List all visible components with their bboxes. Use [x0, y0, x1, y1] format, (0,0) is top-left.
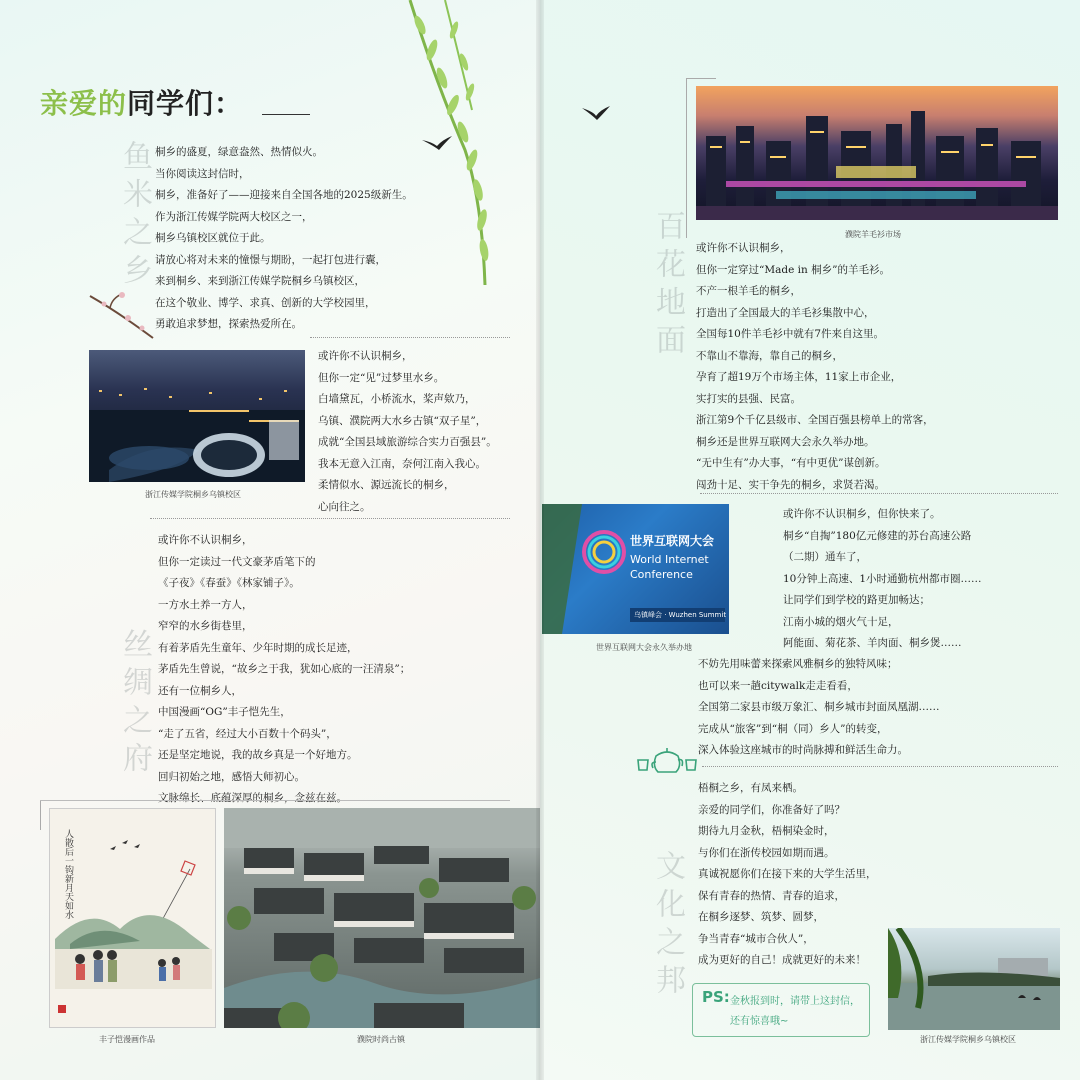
campus-night-photo [89, 350, 305, 482]
text-line: 白墙黛瓦，小桥流水，桨声欸乃， [318, 393, 476, 405]
text-line: 或许你不认识桐乡， [158, 534, 253, 546]
wic-photo [542, 504, 729, 634]
text-line: 江南小城的烟火气十足， [783, 615, 899, 628]
text-line: 10分钟上高速、1小时通勤杭州都市圈…… [783, 572, 982, 585]
text-line: 但你一定穿过“Made in 桐乡”的羊毛衫。 [696, 263, 890, 276]
text-line: 与你们在浙传校园如期而遇。 [698, 846, 835, 859]
old-town-aerial-photo [224, 808, 540, 1028]
divider [310, 337, 510, 338]
text-line: 桐乡的盛夏，绿意盎然、热情似火。 [155, 146, 323, 158]
teapot-icon [636, 744, 698, 776]
text-line: 打造出了全国最大的羊毛衫集散中心， [696, 306, 875, 319]
text-line: 争当青春“城市合伙人”， [698, 932, 814, 945]
text-line: 来到桐乡、来到浙江传媒学院桐乡乌镇校区， [155, 275, 365, 287]
wic-title-en-1: World Internet [630, 553, 709, 566]
text-line: 还有一位桐乡人， [158, 684, 242, 697]
text-line: 或许你不认识桐乡， [318, 350, 413, 362]
text-line: 实打实的县强、民富。 [696, 392, 801, 405]
text-line: 完成从“旅客”到“桐（同）乡人”的转变， [698, 722, 888, 735]
text-line: 全国第二家县市级万象汇、桐乡城市封面凤凰湖…… [698, 701, 940, 713]
lake-caption: 浙江传媒学院桐乡乌镇校区 [920, 1035, 1016, 1044]
wic-title-en-2: Conference [630, 568, 693, 581]
text-line: 桐乡乌镇校区就位于此。 [155, 232, 271, 244]
city-night-photo [696, 86, 1058, 220]
text-line: 不妨先用味蕾来探索风雅桐乡的独特风味； [698, 658, 898, 670]
text-line: 还是坚定地说，我的故乡真是一个好地方。 [158, 749, 358, 761]
divider [686, 78, 716, 79]
text-line: 全国每10件羊毛衫中就有7件来自这里。 [696, 328, 885, 340]
painting-verse: 人散后一钩新月天如水 [63, 829, 73, 919]
water-town-paragraph [318, 346, 497, 518]
text-line: 也可以来一趟citywalk走走看看， [698, 679, 858, 692]
text-line: 茅盾先生曾说，“故乡之于我，犹如心底的一汪清泉”； [158, 663, 411, 675]
calligraphy-watermark-top: 百花地面 [650, 210, 685, 362]
text-line: 桐乡“自掏”180亿元修建的苏台高速公路 [783, 529, 972, 542]
text-line: 但你一定读过一代文豪茅盾笔下的 [158, 555, 316, 568]
text-line: 保有青春的热情、青春的追求， [698, 889, 845, 902]
right-page [540, 0, 1080, 1080]
ps-note-text [730, 992, 860, 1032]
text-line: 窄窄的水乡街巷里， [158, 620, 253, 632]
text-line: 一方水土养一方人， [158, 598, 253, 611]
text-line: 或许你不认识桐乡， [696, 242, 791, 254]
ps-label: PS: [702, 988, 730, 1006]
text-line: 在这个敬业、博学、求真、创新的大学校园里， [155, 296, 376, 309]
text-line: 深入体验这座城市的时尚脉搏和鲜活生命力。 [698, 744, 908, 756]
text-line: 柔情似水、源远流长的桐乡， [318, 479, 455, 491]
text-line: 浙江第9个千亿县级市、全国百强县榜单上的常客， [696, 414, 934, 426]
old-town-caption: 濮院时尚古镇 [357, 1035, 405, 1044]
text-line: 梧桐之乡，有凤来栖。 [698, 782, 803, 794]
text-line: 《子夜》《春蚕》《林家铺子》。 [158, 577, 300, 589]
ps-line: 金秋报到时，请带上这封信， [730, 996, 860, 1007]
feng-zikai-painting [49, 808, 216, 1028]
title-underline [262, 114, 310, 115]
text-line: “无中生有”办大事，“有中更优”谋创新。 [696, 457, 886, 469]
wic-caption: 世界互联网大会永久举办地 [596, 643, 692, 652]
text-line: 不产一根羊毛的桐乡， [696, 285, 801, 297]
lake-photo [888, 928, 1060, 1030]
text-line: 心向往之。 [318, 500, 371, 513]
text-line: 勇敢追求梦想，探索热爱所在。 [155, 318, 302, 330]
text-line: 桐乡还是世界互联网大会永久举办地。 [696, 435, 875, 448]
mao-dun-paragraph [158, 530, 410, 810]
wic-subtitle: 乌镇峰会 · Wuzhen Summit [634, 611, 727, 619]
highway-paragraph [783, 504, 982, 655]
text-line: 不靠山不靠海，靠自己的桐乡， [696, 349, 843, 362]
sweater-paragraph [696, 238, 934, 496]
ps-line: 还有惊喜哦~ [730, 1016, 789, 1027]
text-line: 期待九月金秋，梧桐染金时， [698, 825, 835, 837]
painting-caption: 丰子恺漫画作品 [99, 1035, 155, 1044]
text-line: 请放心将对未来的憧憬与期盼，一起打包进行囊， [155, 253, 386, 266]
campus-photo-caption: 浙江传媒学院桐乡乌镇校区 [145, 490, 241, 499]
divider [150, 518, 510, 519]
text-line: 文脉绵长、底蕴深厚的桐乡，念兹在兹。 [158, 792, 347, 804]
text-line: 回归初始之地，感悟大师初心。 [158, 770, 305, 783]
text-line: 阿能面、菊花茶、羊肉面、桐乡煲…… [783, 637, 962, 649]
text-line: （二期）通车了， [783, 551, 867, 563]
plum-blossom-icon [88, 292, 158, 342]
divider [702, 766, 1058, 767]
divider [700, 493, 1058, 494]
calligraphy-watermark-bottom: 丝绸之府 [117, 628, 152, 780]
text-line: 我本无意入江南，奈何江南入我心。 [318, 457, 486, 470]
closing-paragraph [698, 778, 877, 972]
text-line: 有着茅盾先生童年、少年时期的成长足迹， [158, 641, 358, 654]
text-line: 桐乡，准备好了——迎接来自全国各地的2025级新生。 [155, 189, 413, 201]
title-rest: 同学们： [127, 87, 244, 120]
text-line: 但你一定“见”过梦里水乡。 [318, 371, 445, 384]
calligraphy-watermark-top: 鱼米之乡 [117, 140, 152, 292]
text-line: 乌镇、濮院两大水乡古镇“双子星”， [318, 414, 487, 427]
divider [40, 800, 510, 801]
city-walk-paragraph [698, 654, 940, 762]
book-spine [536, 0, 544, 1080]
text-line: 当你阅读这封信时， [155, 167, 250, 180]
swallow-icon [422, 136, 452, 152]
text-line: “走了五省，经过大小百数十个码头”， [158, 727, 337, 740]
text-line: 让同学们到学校的路更加畅达； [783, 594, 930, 606]
text-line: 成为更好的自己！成就更好的未来！ [698, 954, 866, 966]
text-line: 在桐乡逐梦、筑梦、圆梦， [698, 911, 824, 923]
text-line: 真诚祝愿你们在接下来的大学生活里， [698, 868, 877, 880]
city-photo-caption: 濮院羊毛衫市场 [845, 230, 901, 239]
frame-line [686, 78, 687, 238]
text-line: 亲爱的同学们，你准备好了吗？ [698, 803, 845, 816]
text-line: 成就“全国县域旅游综合实力百强县”。 [318, 436, 497, 448]
text-line: 或许你不认识桐乡，但你快来了。 [783, 508, 941, 520]
title-accent: 亲爱的 [40, 87, 128, 120]
wic-title-cn: 世界互联网大会 [630, 534, 715, 548]
intro-paragraph [155, 142, 413, 336]
text-line: 作为浙江传媒学院两大校区之一， [155, 210, 313, 223]
swallow-icon [582, 106, 610, 122]
calligraphy-watermark-bottom: 文化之邦 [650, 850, 685, 1002]
frame-line [40, 800, 41, 830]
text-line: 中国漫画“OG”丰子恺先生， [158, 706, 291, 718]
text-line: 孕育了超19万个市场主体，11家上市企业， [696, 371, 902, 383]
text-line: 闯劲十足、实干争先的桐乡，求贤若渴。 [696, 478, 885, 491]
page-title [40, 82, 243, 122]
